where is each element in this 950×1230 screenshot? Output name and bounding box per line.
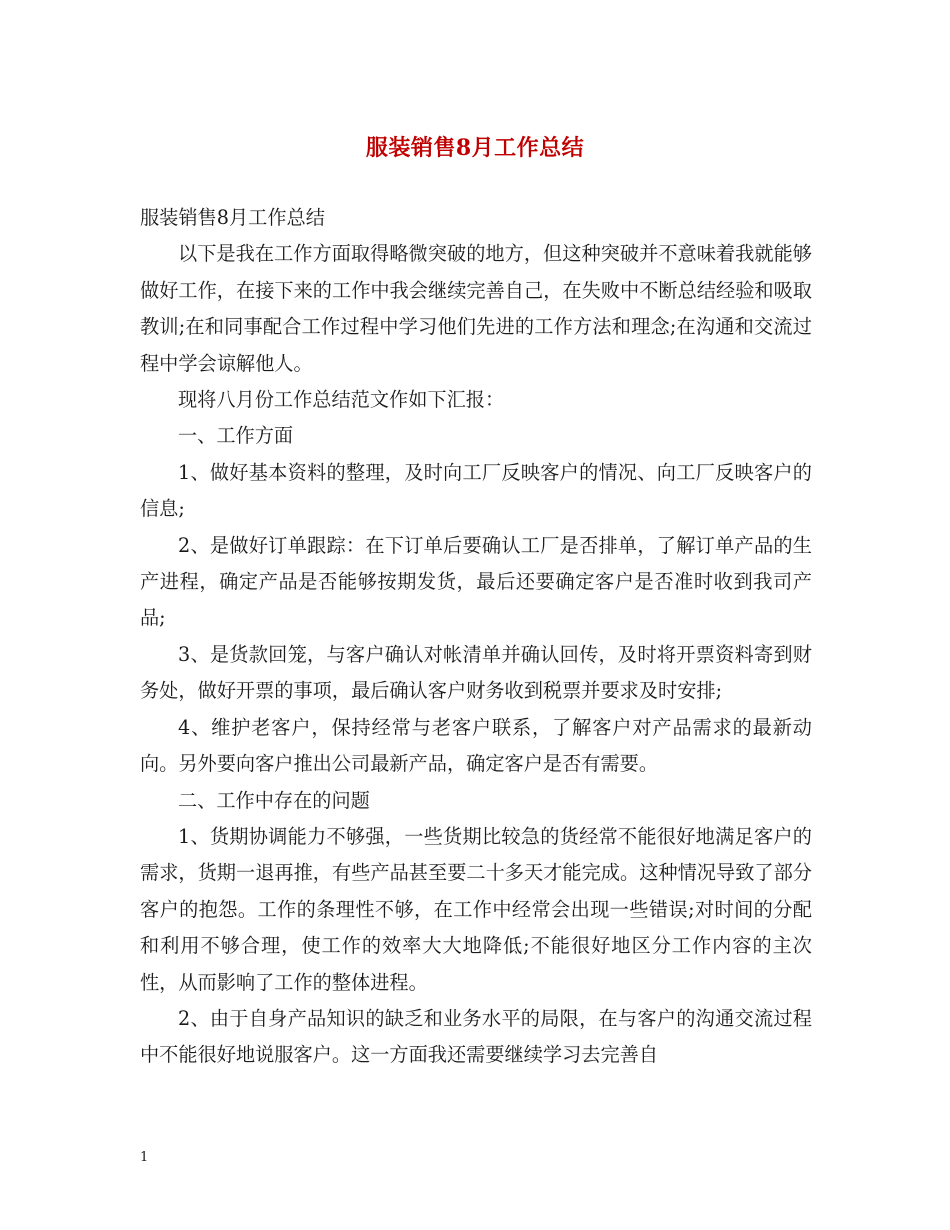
paragraph-work-item-2: 2、是做好订单跟踪：在下订单后要确认工厂是否排单，了解订单产品的生产进程，确定产品是否能够按期发货，最后还要确定客户是否准时收到我司产品; (140, 533, 812, 630)
section-heading-work: 一、工作方面 (178, 424, 294, 448)
paragraph-work-item-4: 4、维护老客户，保持经常与老客户联系，了解客户对产品需求的最新动向。另外要向客户推出公司最新产品，确定客户是否有需要。 (140, 715, 812, 776)
paragraph-problem-item-2: 2、由于自身产品知识的缺乏和业务水平的局限，在与客户的沟通交流过程中不能很好地说服客户。这一方面我还需要继续学习去完善自 (140, 1006, 812, 1067)
document-subtitle: 服装销售8月工作总结 (140, 206, 325, 229)
document-title: 服装销售8月工作总结 (365, 135, 585, 161)
paragraph-work-item-1: 1、做好基本资料的整理，及时向工厂反映客户的情况、向工厂反映客户的信息; (140, 460, 812, 521)
paragraph-problem-item-1: 1、货期协调能力不够强，一些货期比较急的货经常不能很好地满足客户的需求，货期一退再推，有些产品甚至要二十多天才能完成。这种情况导致了部分客户的抱怨。工作的条理性不够，在工作中经常会出现一些错误;对时间的分配和利用不够合理，使工作的效率大大地降低;不能很好地区分工作内容的主次性，从而影响了工作的整体进程。 (140, 824, 812, 994)
section-heading-problems: 二、工作中存在的问题 (178, 788, 370, 812)
page-number: 1 (140, 1150, 149, 1165)
document-body (140, 200, 812, 1074)
paragraph-work-item-3: 3、是货款回笼，与客户确认对帐清单并确认回传，及时将开票资料寄到财务处，做好开票的事项，最后确认客户财务收到税票并要求及时安排; (140, 642, 812, 703)
paragraph-intro: 以下是我在工作方面取得略微突破的地方，但这种突破并不意味着我就能够做好工作，在接下来的工作中我会继续完善自己，在失败中不断总结经验和吸取教训;在和同事配合工作过程中学习他们先进的工作方法和理念;在沟通和交流过程中学会谅解他人。 (140, 242, 812, 375)
paragraph-report-lead: 现将八月份工作总结范文作如下汇报： (178, 388, 505, 412)
